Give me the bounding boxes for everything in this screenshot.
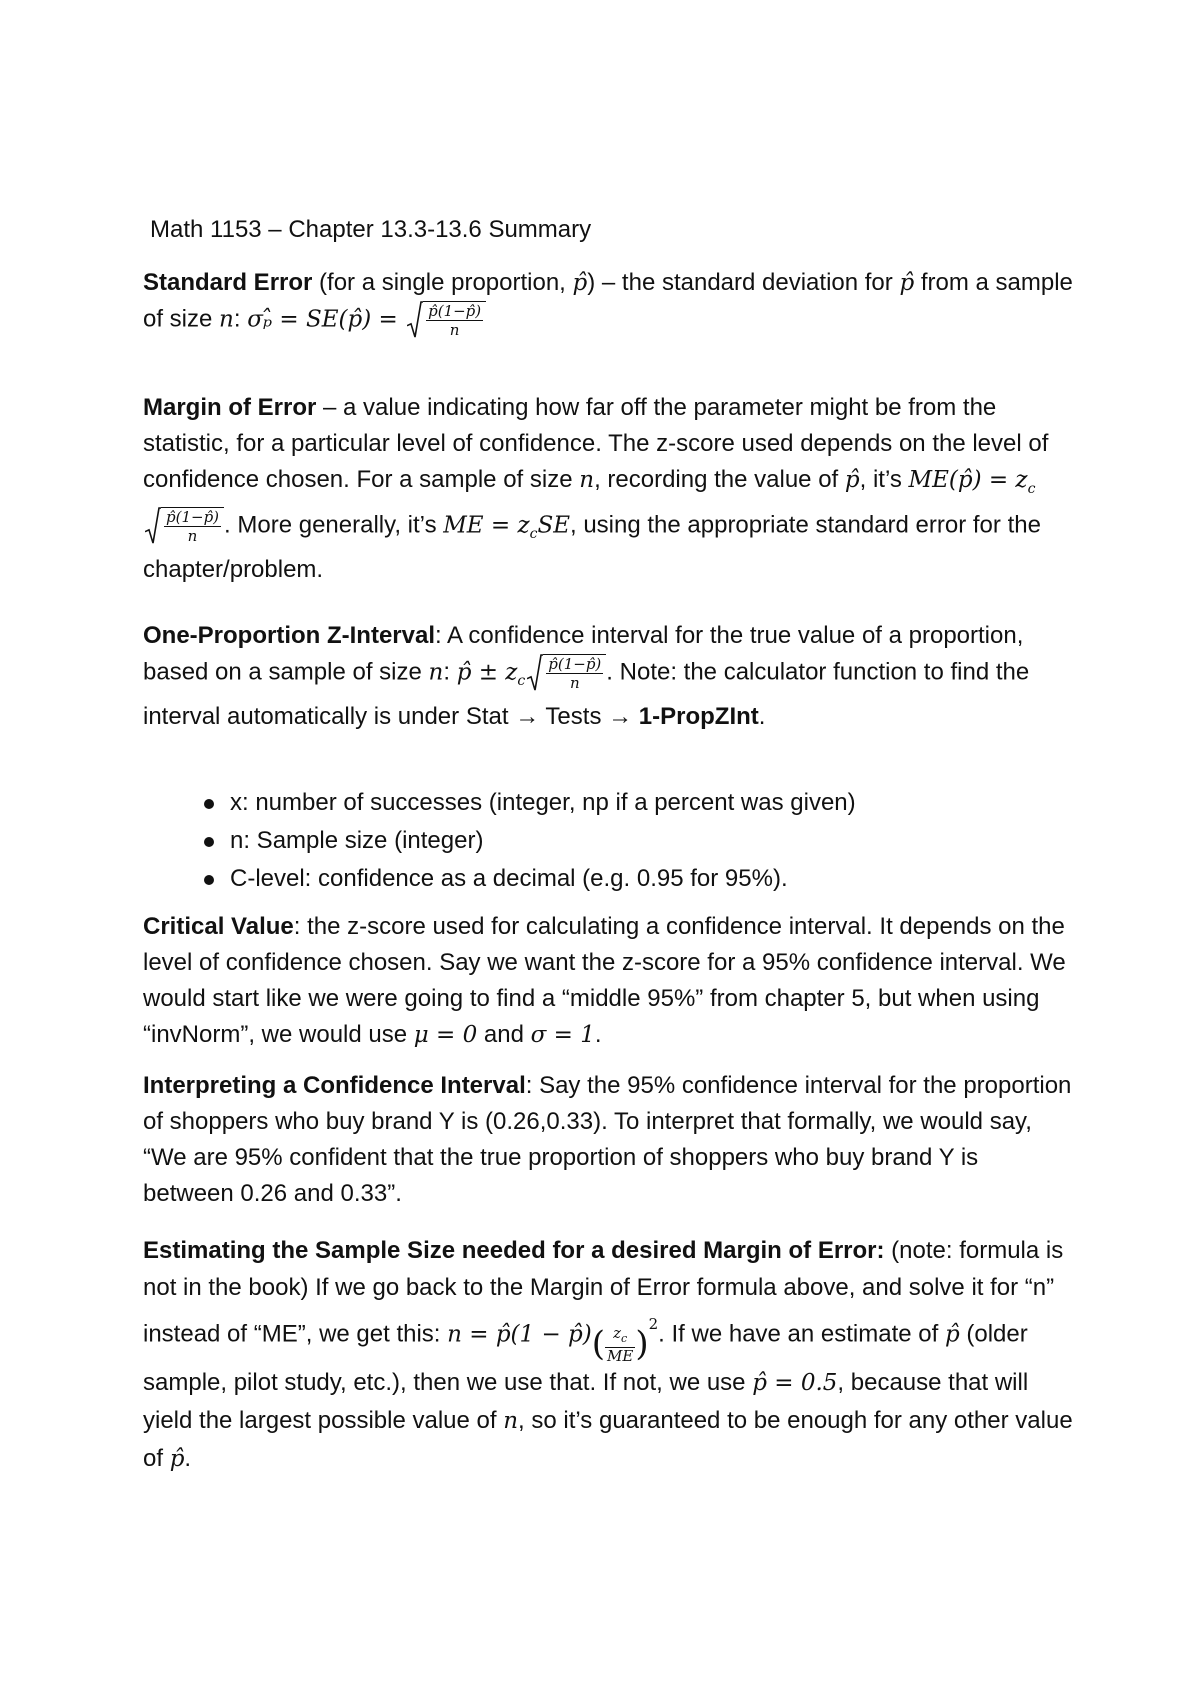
one-proportion-z-interval-paragraph: One-Proportion Z-Interval: A confidence interval for the true value of a proportion, based on a sample of size n: p̂ ± $z_c$ $\frac{p̂(1-p̂)}{n}$ . Note: the calculator function to find the interval automatically is under Stat → Tests → 1-PropZInt. xyxy=(143,622,1030,731)
list-item: n: Sample size (integer) xyxy=(230,822,856,860)
z-interval-sqrt: $\frac{p̂(1-p̂)}{n}$ xyxy=(527,654,606,692)
sample-size-paragraph: Estimating the Sample Size needed for a desired Margin of Error: (note: formula is not in the book) If we go back to the Margin of Error formula above, and solve it for “n” instead of “ME”, we get this: n = p̂(1 − p̂)( $\frac{z_c}{ME}$ )$^2$. If we have an estimate of p̂ (older sample, pilot study, etc.), then we use that. If not, we use p̂ = 0.5, because that will yield the largest possible value of n, so it’s guaranteed to be enough for any other value of p̂. xyxy=(143,1237,1073,1472)
list-item: x: number of successes (integer, np if a percent was given) xyxy=(230,784,856,822)
sample-size-term: Estimating the Sample Size needed for a desired Margin of Error: xyxy=(143,1237,885,1264)
bullet-icon xyxy=(204,875,214,885)
arrow-icon: → xyxy=(515,703,540,731)
standard-error-formula: σₚ̂ = SE(p̂) = xyxy=(247,306,406,333)
margin-of-error-sqrt: $\frac{p̂(1-p̂)}{n}$ xyxy=(145,507,224,545)
standard-error-term: Standard Error xyxy=(143,269,313,296)
list-item: C-level: confidence as a decimal (e.g. 0.95 for 95%). xyxy=(230,860,856,898)
standard-error-sqrt: $\frac{p̂(1-p̂)}{n}$ xyxy=(407,301,486,339)
page-title: Math 1153 – Chapter 13.3-13.6 Summary xyxy=(150,216,592,243)
margin-of-error-paragraph: Margin of Error – a value indicating how far off the parameter might be from the statistic, for a particular level of confidence. The z-score used depends on the level of confidence chosen. For a sample of size n, recording the value of p̂, it’s ME(p̂) = $z_c$ $\frac{p̂(1-p̂)}{n}$ . More generally, it’s ME = $z_cSE$, using the appropriate standard error for the chapter/problem. xyxy=(143,394,1049,583)
critical-value-paragraph: Critical Value: the z-score used for calculating a confidence interval. It depends on the level of confidence chosen. Say we want the z-score for a 95% confidence interval. We would start like we were going to find a “middle 95%” from chapter 5, but when using “invNorm”, we would use μ = 0 and σ = 1. xyxy=(143,913,1066,1048)
margin-of-error-term: Margin of Error xyxy=(143,394,317,421)
arrow-icon: → xyxy=(608,703,633,731)
one-proportion-z-interval-term: One-Proportion Z-Interval xyxy=(143,622,436,649)
sample-size-formula: n = p̂(1 − p̂) xyxy=(447,1321,592,1348)
zc-over-me-fraction: ( $\frac{z_c}{ME}$ )$^2$ xyxy=(591,1315,659,1365)
interpreting-ci-term: Interpreting a Confidence Interval xyxy=(143,1072,526,1099)
margin-of-error-formula: ME(p̂) = z xyxy=(908,467,1028,493)
calculator-inputs-list xyxy=(230,784,856,898)
bullet-icon xyxy=(204,837,214,847)
calculator-function-name: 1-PropZInt xyxy=(638,703,759,731)
critical-value-term: Critical Value xyxy=(143,913,294,940)
standard-error-paragraph: Standard Error (for a single proportion, p̂) – the standard deviation for p̂ from a sample of size n: σₚ̂ = SE(p̂) = $\frac{p̂(1-p̂)}{n}$ xyxy=(143,269,1073,339)
bullet-icon xyxy=(204,799,214,809)
z-interval-formula: p̂ ± z xyxy=(456,659,518,686)
interpreting-ci-paragraph: Interpreting a Confidence Interval: Say the 95% confidence interval for the proportion of shoppers who buy brand Y is (0.26,0.33). To interpret that formally, we would say, “We are 95% confident that the true proportion of shoppers who buy brand Y is between 0.26 and 0.33”. xyxy=(143,1072,1072,1207)
